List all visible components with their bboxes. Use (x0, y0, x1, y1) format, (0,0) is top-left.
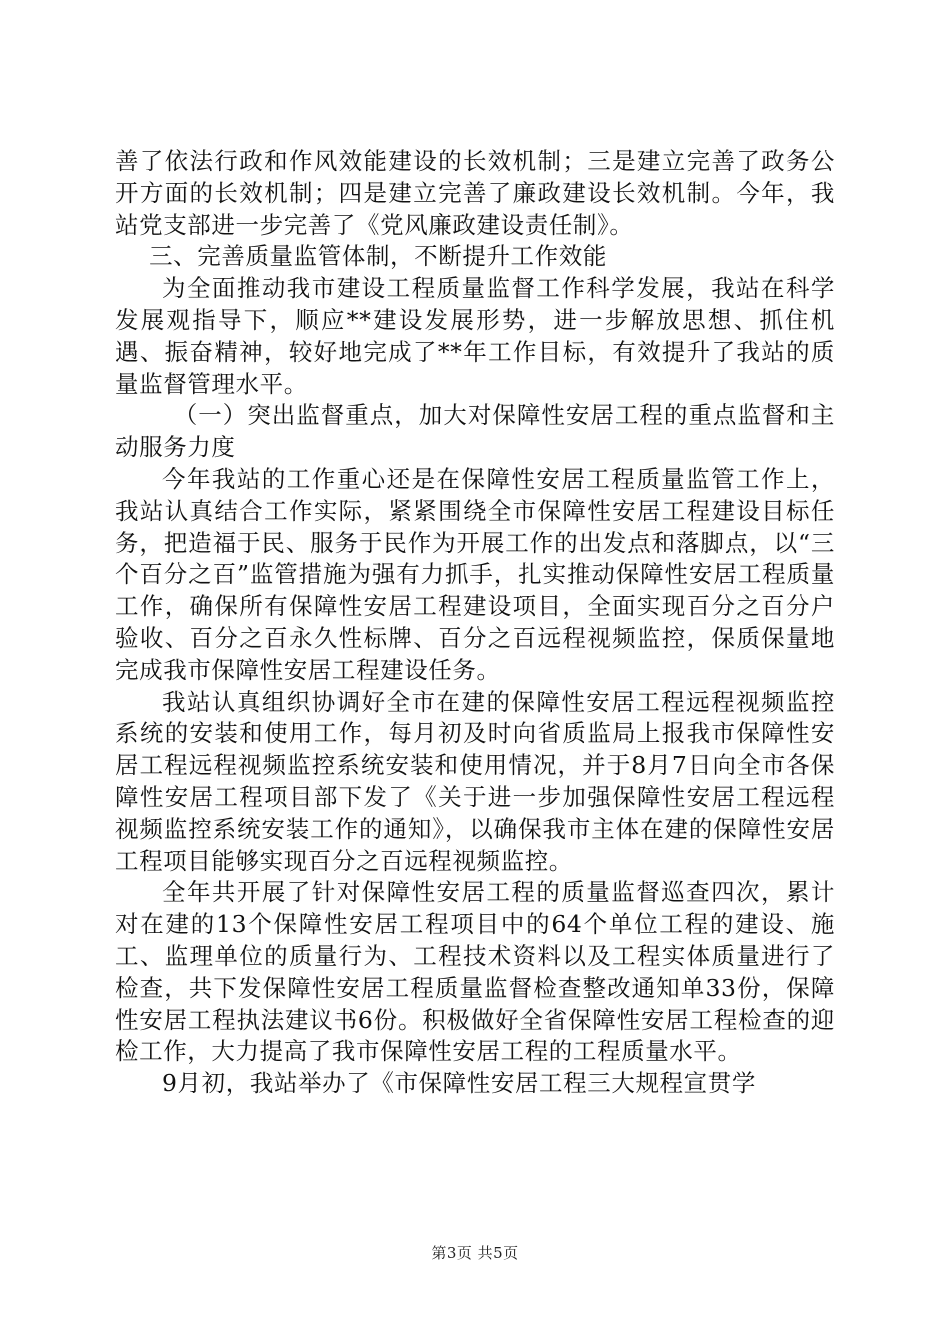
paragraph: 我站认真组织协调好全市在建的保障性安居工程远程视频监控系统的安装和使用工作，每月初及时向省质监局上报我市保障性安居工程远程视频监控系统安装和使用情况，并于8月7日向全市各保障性安居工程项目部下发了《关于进一步加强保障性安居工程远程视频监控系统安装工作的通知》，以确保我市主体在建的保障性安居工程项目能够实现百分之百远程视频监控。 (115, 687, 835, 875)
page-footer: 第3页 共5页 (431, 1244, 519, 1262)
paragraph: 全年共开展了针对保障性安居工程的质量监督巡查四次，累计对在建的13个保障性安居工程项目中的64个单位工程的建设、施工、监理单位的质量行为、工程技术资料以及工程实体质量进行了检查，共下发保障性安居工程质量监督检查整改通知单33份，保障性安居工程执法建议书6份。积极做好全省保障性安居工程检查的迎检工作，大力提高了我市保障性安居工程的工程质量水平。 (115, 878, 835, 1066)
paragraph-continuation: 善了依法行政和作风效能建设的长效机制；三是建立完善了政务公开方面的长效机制；四是建立完善了廉政建设长效机制。今年，我站党支部进一步完善了《党风廉政建设责任制》。 (115, 147, 835, 239)
section-heading: 三、完善质量监管体制，不断提升工作效能 (149, 242, 607, 271)
paragraph: 今年我站的工作重心还是在保障性安居工程质量监管工作上，我站认真结合工作实际，紧紧围绕全市保障性安居工程建设目标任务，把造福于民、服务于民作为开展工作的出发点和落脚点，以“三个百分之百”监管措施为强有力抓手，扎实推动保障性安居工程质量工作，确保所有保障性安居工程建设项目，全面实现百分之百分户验收、百分之百永久性标牌、百分之百远程视频监控，保质保量地完成我市保障性安居工程建设任务。 (115, 464, 835, 684)
document-body (115, 146, 835, 1100)
paragraph-truncated: 9月初，我站举办了《市保障性安居工程三大规程宣贯学 (162, 1069, 756, 1098)
paragraph: 为全面推动我市建设工程质量监督工作科学发展，我站在科学发展观指导下，顺应**建设发展形势，进一步解放思想、抓住机遇、振奋精神，较好地完成了**年工作目标，有效提升了我站的质量监督管理水平。 (115, 274, 835, 398)
subsection-heading: （一）突出监督重点，加大对保障性安居工程的重点监督和主动服务力度 (115, 401, 835, 462)
